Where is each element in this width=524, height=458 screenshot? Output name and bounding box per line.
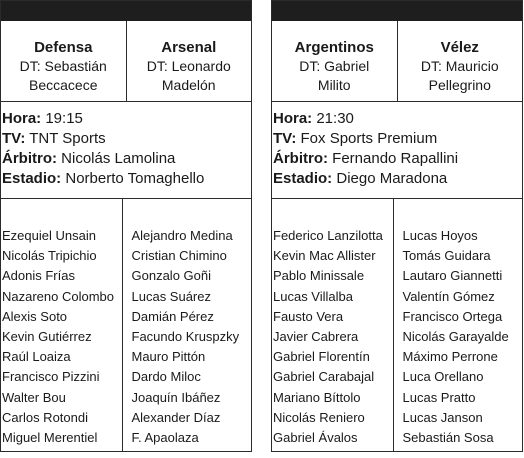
player-name: Valentín Gómez: [402, 288, 495, 304]
player-name: Nicolás Garayalde: [402, 329, 509, 345]
estadio-label: Estadio:: [273, 170, 333, 187]
player-name: F. Apaolaza: [131, 430, 199, 446]
player-name: Lucas Hoyos: [402, 228, 478, 243]
tv-label: TV:: [2, 130, 26, 147]
match-card-argentinos-velez: [271, 0, 523, 452]
tv-value: TNT Sports: [29, 130, 106, 147]
player-name: Mariano Bíttolo: [273, 389, 361, 405]
player-name: Francisco Pizzini: [2, 369, 100, 385]
home-team: [1, 21, 126, 101]
away-team: [126, 21, 252, 101]
arbitro-label: Árbitro:: [2, 150, 57, 167]
estadio-line: [2, 169, 251, 189]
team-name: Defensa: [34, 39, 93, 56]
home-team: [272, 21, 397, 101]
player-name: Gabriel Carabajal: [273, 369, 375, 385]
player-name: Joaquín Ibáñez: [131, 389, 221, 405]
teams-row: [272, 21, 522, 102]
player-name: Damián Pérez: [131, 308, 214, 324]
estadio-value: Norberto Tomaghello: [65, 170, 205, 187]
home-lineup: [1, 199, 122, 452]
player-name: Nicolás Tripichio: [2, 248, 97, 264]
home-lineup: [272, 199, 393, 452]
estadio-line: [273, 169, 522, 189]
player-name: Alexander Díaz: [131, 409, 221, 425]
player-name: Miguel Merentiel: [2, 430, 98, 446]
coach-line: Pellegrino: [428, 77, 491, 93]
player-name: Nazareno Colombo: [2, 288, 115, 304]
player-name: Adonis Frías: [2, 268, 75, 284]
player-name: Mauro Pittón: [131, 349, 206, 365]
tv-label: TV:: [273, 130, 297, 147]
player-name: Pablo Minissale: [273, 268, 365, 284]
coach-line: Beccacece: [29, 77, 98, 93]
hora-line: [273, 109, 522, 129]
player-name: Lautaro Giannetti: [402, 268, 503, 284]
away-team: [397, 21, 523, 101]
hora-label: Hora:: [2, 110, 42, 127]
player-name: Lucas Janson: [402, 409, 483, 425]
player-name: Carlos Rotondi: [2, 409, 88, 425]
away-lineup: [122, 199, 252, 452]
estadio-value: Diego Maradona: [336, 170, 448, 187]
arbitro-value: Fernando Rapallini: [332, 150, 459, 167]
player-name: Raúl Loaiza: [2, 349, 71, 365]
hora-value: 19:15: [45, 110, 83, 127]
player-name: Walter Bou: [2, 389, 66, 405]
estadio-label: Estadio:: [2, 170, 62, 187]
player-name: Alejandro Medina: [131, 228, 233, 243]
teams-row: [1, 21, 251, 102]
tv-line: [273, 129, 522, 149]
team-name: Arsenal: [161, 39, 217, 56]
player-name: Cristian Chimino: [131, 248, 227, 264]
header-bar: [1, 1, 251, 21]
match-card-defensa-arsenal: [0, 0, 252, 452]
arbitro-label: Árbitro:: [273, 150, 328, 167]
player-name: Kevin Mac Allister: [273, 248, 376, 264]
player-name: Dardo Miloc: [131, 369, 201, 385]
player-name: Máximo Perrone: [402, 349, 498, 365]
player-name: Lucas Suárez: [131, 288, 211, 304]
player-name: Alexis Soto: [2, 308, 68, 324]
hora-line: [2, 109, 251, 129]
hora-label: Hora:: [273, 110, 313, 127]
player-name: Federico Lanzilotta: [273, 228, 383, 243]
player-name: Kevin Gutiérrez: [2, 329, 92, 345]
tv-line: [2, 129, 251, 149]
player-name: Gabriel Florentín: [273, 349, 370, 365]
player-name: Ezequiel Unsain: [2, 228, 96, 243]
player-name: Javier Cabrera: [273, 329, 359, 345]
player-name: Sebastián Sosa: [402, 430, 494, 446]
match-info: [1, 102, 251, 199]
coach-line: Milito: [317, 77, 351, 93]
coach-line: Madelón: [161, 77, 216, 93]
lineups: [1, 199, 251, 452]
player-name: Lucas Pratto: [402, 389, 476, 405]
match-info: [272, 102, 522, 199]
coach-line: DT: Gabriel: [299, 58, 370, 74]
hora-value: 21:30: [316, 110, 354, 127]
team-name: Vélez: [440, 39, 479, 56]
player-name: Facundo Kruspzky: [131, 329, 240, 345]
coach-line: DT: Sebastián: [19, 58, 107, 74]
player-name: Lucas Villalba: [273, 288, 353, 304]
arbitro-line: [2, 149, 251, 169]
tv-value: Fox Sports Premium: [300, 130, 438, 147]
player-name: Fausto Vera: [273, 308, 344, 324]
player-name: Francisco Ortega: [402, 308, 503, 324]
arbitro-value: Nicolás Lamolina: [61, 150, 176, 167]
team-name: Argentinos: [294, 39, 374, 56]
away-lineup: [393, 199, 523, 452]
arbitro-line: [273, 149, 522, 169]
player-name: Gabriel Ávalos: [273, 430, 358, 446]
lineups: [272, 199, 522, 452]
coach-line: DT: Mauricio: [420, 58, 499, 74]
player-name: Gonzalo Goñi: [131, 268, 211, 284]
player-name: Nicolás Reniero: [273, 409, 365, 425]
coach-line: DT: Leonardo: [146, 58, 231, 74]
player-name: Tomás Guidara: [402, 248, 491, 264]
player-name: Luca Orellano: [402, 369, 484, 385]
header-bar: [272, 1, 522, 21]
